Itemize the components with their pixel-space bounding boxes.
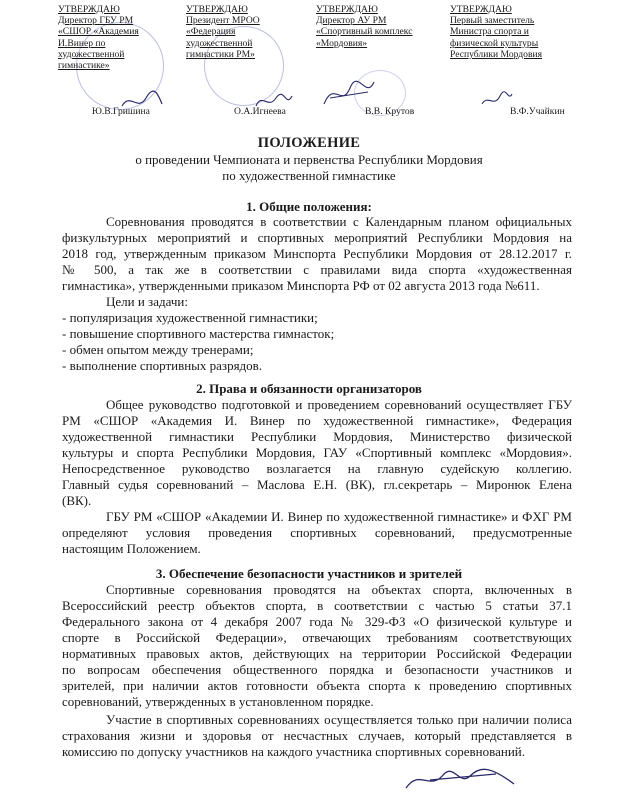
approval-line: Директор АУ РМ: [316, 15, 387, 27]
text-line: (ВК).: [62, 493, 92, 508]
text-line: Соревнования проводятся в соответствии с Календарным планом официальных: [106, 214, 572, 229]
paragraph: [62, 214, 572, 294]
list-item: - повышение спортивного мастерства гимнасток;: [62, 326, 335, 341]
approval-line: Министра спорта и: [450, 26, 529, 38]
text-line: 2018 год, утвержденным приказом Минспорта Республики Мордовия от 28.12.2017 г.: [62, 246, 572, 261]
approval-line: И.Винер по: [58, 37, 106, 49]
approval-line: Директор ГБУ РМ: [58, 15, 134, 27]
approval-line: гимнастике»: [58, 60, 110, 72]
approval-line: художественной: [186, 37, 253, 49]
approval-line: физической культуры: [450, 37, 539, 49]
text-line: нормативных правовых актов, действующих на территории Российской Федерации: [62, 646, 572, 661]
list-item: - популяризация художественной гимнастики;: [62, 310, 318, 325]
approval-line: Республики Мордовия: [450, 48, 543, 60]
approval-line: «Федерация: [186, 26, 236, 38]
approval-block: [58, 4, 578, 124]
section-heading: 1. Общие положения:: [246, 199, 372, 214]
text-line: культуры и спорта Республики Мордовия, ГАУ «Спортивный комплекс «Мордовия».: [62, 445, 572, 460]
signer-name: Ю.В.Гришина: [92, 106, 150, 117]
text-line: ГБУ РМ «СШОР «Академии И. Винер по художественной гимнастике» и ФХГ РМ: [106, 509, 572, 524]
text-line: спорте в Российской Федерации», отвечающих требованиям соответствующих: [62, 630, 572, 645]
paragraph: [62, 712, 572, 760]
text-line: комиссию по допуску участников на каждого участника спортивных соревнований.: [62, 744, 525, 759]
approval-line: гимнастики РМ»: [186, 48, 255, 60]
approval-line: УТВЕРЖДАЮ: [186, 4, 248, 15]
approval-line: «Спортивный комплекс: [316, 26, 413, 38]
text-line: физкультурных мероприятий и спортивных мероприятий Республики Мордовия на: [62, 230, 572, 245]
approval-column: [316, 4, 456, 49]
paragraph: [62, 509, 572, 557]
approval-line: УТВЕРЖДАЮ: [316, 4, 378, 15]
text-line: Всероссийский реестр объектов спорта, в соответствии с частью 5 статьи 37.1: [62, 598, 572, 613]
text-line: настоящим Положением.: [62, 541, 201, 556]
text-line: Непосредственное руководство возлагается на главную судейскую коллегию.: [62, 461, 572, 476]
text-line: страхования жизни и здоровья от несчастных случаев, который представляется в: [62, 728, 572, 743]
text-line: зрителей, при наличии актов готовности объекта спорта к проведению спортивных: [62, 678, 572, 693]
signer-name: О.А.Игнеева: [234, 106, 286, 117]
approval-column: [186, 4, 296, 60]
paragraph: [62, 397, 572, 509]
document-title: ПОЛОЖЕНИЕ: [257, 135, 361, 151]
approval-column: [58, 4, 168, 71]
approval-line: УТВЕРЖДАЮ: [58, 4, 120, 15]
text-line: РМ «СШОР «Академия И. Винер по художественной гимнастике», Федерация: [62, 413, 572, 428]
text-line: № 500, а так же в соответствии с правилами вида спорта «художественная: [62, 262, 572, 277]
approval-line: «СШОР «Академия: [58, 26, 139, 38]
text-line: по вопросам обеспечения общественного порядка и безопасности участников и: [62, 662, 572, 677]
approval-column: [450, 4, 580, 60]
list-item: - обмен опытом между тренерами;: [62, 342, 254, 357]
approval-line: УТВЕРЖДАЮ: [450, 4, 512, 15]
section-heading: 2. Права и обязанности организаторов: [196, 381, 422, 396]
text-line: соревнований, утвержденных в установленном порядке.: [62, 694, 374, 709]
list-item: - выполнение спортивных разрядов.: [62, 358, 263, 373]
goals-label: Цели и задачи:: [106, 294, 188, 309]
text-line: Главный судья соревнований – Маслова Е.Н. (ВК), гл.секретарь – Миронюк Елена: [62, 477, 572, 492]
text-line: Участие в спортивных соревнованиях осуществляется только при наличии полиса: [106, 712, 572, 727]
text-line: Федерального закона от 4 декабря 2007 года № 329-ФЗ «О физической культуре и: [62, 614, 572, 629]
text-line: Общее руководство подготовкой и проведением соревнований осуществляет ГБУ: [106, 397, 572, 412]
paragraph: [62, 582, 572, 710]
document-subtitle: по художественной гимнастике: [222, 168, 396, 183]
handwritten-signature: [400, 762, 520, 796]
approval-line: художественной: [58, 48, 125, 60]
section-heading: 3. Обеспечение безопасности участников и зрителей: [155, 566, 463, 581]
text-line: гимнастика», утвержденными приказом Минспорта РФ от 02 августа 2013 года №611.: [62, 278, 540, 293]
text-line: Спортивные соревнования проводятся на объектах спорта, включенных в: [106, 582, 572, 597]
signer-name: В.В. Крутов: [365, 106, 415, 117]
text-line: определяют условия проведения спортивных соревнований, предусмотренные: [62, 525, 572, 540]
approval-line: Президент МРОО: [186, 15, 260, 27]
signer-name: В.Ф.Учайкин: [510, 106, 565, 117]
text-line: художественной гимнастики Республики Мордовия, Министерство физической: [62, 429, 572, 444]
document-subtitle: о проведении Чемпионата и первенства Республики Мордовия: [135, 152, 483, 167]
handwritten-signature: [480, 90, 514, 110]
approval-line: Первый заместитель: [450, 15, 535, 27]
approval-line: «Мордовия»: [316, 37, 368, 49]
